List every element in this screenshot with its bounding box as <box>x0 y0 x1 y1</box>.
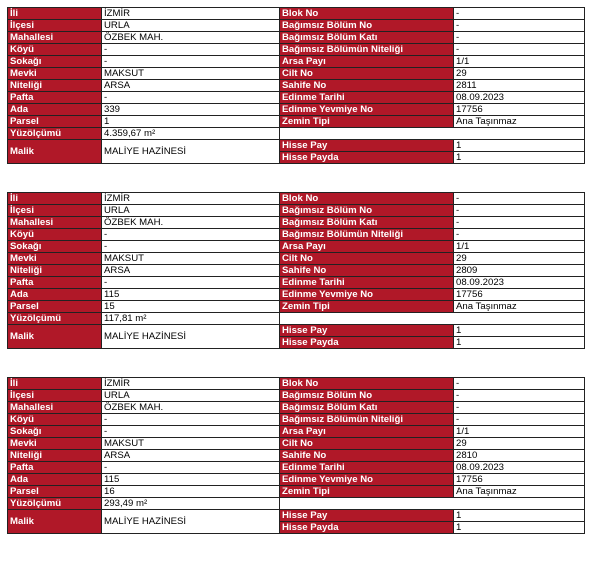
nitelik-value: ARSA <box>102 450 280 462</box>
zemin-label: Zemin Tipi <box>280 116 454 128</box>
hisse-pay-value: 1 <box>454 510 585 522</box>
sokak-label: Sokağı <box>8 426 102 438</box>
yuzolcum-value: 117,81 m² <box>102 313 280 325</box>
koy-value: - <box>102 414 280 426</box>
record-row <box>8 462 585 474</box>
arsa_payi-value: 1/1 <box>454 241 585 253</box>
zemin-label: Zemin Tipi <box>280 301 454 313</box>
bb_no-value: - <box>454 390 585 402</box>
mahalle-label: Mahallesi <box>8 32 102 44</box>
sahife-value: 2811 <box>454 80 585 92</box>
record-row <box>8 205 585 217</box>
ilce-label: İlçesi <box>8 205 102 217</box>
record-row <box>8 402 585 414</box>
record-row <box>8 414 585 426</box>
koy-label: Köyü <box>8 414 102 426</box>
ada-value: 115 <box>102 289 280 301</box>
bb_no-value: - <box>454 205 585 217</box>
record-row <box>8 68 585 80</box>
record-row <box>8 378 585 390</box>
mahalle-value: ÖZBEK MAH. <box>102 217 280 229</box>
arsa_payi-label: Arsa Payı <box>280 241 454 253</box>
cilt-value: 29 <box>454 68 585 80</box>
cilt-value: 29 <box>454 438 585 450</box>
hisse-pay-value: 1 <box>454 325 585 337</box>
blok-value: - <box>454 193 585 205</box>
parsel-value: 1 <box>102 116 280 128</box>
record-row <box>8 301 585 313</box>
record-row <box>8 426 585 438</box>
ada-value: 339 <box>102 104 280 116</box>
hisse-pay-label: Hisse Pay <box>280 325 454 337</box>
empty-cell <box>280 313 585 325</box>
record-row <box>8 253 585 265</box>
koy-value: - <box>102 229 280 241</box>
arsa_payi-label: Arsa Payı <box>280 426 454 438</box>
blok-value: - <box>454 378 585 390</box>
yevmiye-label: Edinme Yevmiye No <box>280 289 454 301</box>
bb_kat-value: - <box>454 402 585 414</box>
sahife-label: Sahife No <box>280 80 454 92</box>
koy-label: Köyü <box>8 229 102 241</box>
pafta-label: Pafta <box>8 92 102 104</box>
yevmiye-value: 17756 <box>454 104 585 116</box>
nitelik-label: Niteliği <box>8 265 102 277</box>
cilt-value: 29 <box>454 253 585 265</box>
sahife-label: Sahife No <box>280 450 454 462</box>
mevki-label: Mevki <box>8 438 102 450</box>
record-row <box>8 265 585 277</box>
ada-label: Ada <box>8 474 102 486</box>
arsa_payi-value: 1/1 <box>454 426 585 438</box>
edinme_tarihi-value: 08.09.2023 <box>454 92 585 104</box>
record-row <box>8 56 585 68</box>
hisse-pay-label: Hisse Pay <box>280 510 454 522</box>
edinme_tarihi-value: 08.09.2023 <box>454 462 585 474</box>
cilt-label: Cilt No <box>280 438 454 450</box>
sokak-value: - <box>102 241 280 253</box>
bb_nitelik-value: - <box>454 44 585 56</box>
edinme_tarihi-label: Edinme Tarihi <box>280 277 454 289</box>
yevmiye-value: 17756 <box>454 289 585 301</box>
record-row <box>8 104 585 116</box>
parsel-label: Parsel <box>8 301 102 313</box>
hisse-pay-label: Hisse Pay <box>280 140 454 152</box>
blok-label: Blok No <box>280 193 454 205</box>
il-value: İZMİR <box>102 378 280 390</box>
parcel-record-table <box>7 7 585 164</box>
yevmiye-value: 17756 <box>454 474 585 486</box>
cilt-label: Cilt No <box>280 68 454 80</box>
il-label: İli <box>8 193 102 205</box>
bb_kat-label: Bağımsız Bölüm Katı <box>280 402 454 414</box>
bb_kat-label: Bağımsız Bölüm Katı <box>280 32 454 44</box>
bb_no-value: - <box>454 20 585 32</box>
malik-label: Malik <box>8 510 102 534</box>
zemin-label: Zemin Tipi <box>280 486 454 498</box>
yevmiye-label: Edinme Yevmiye No <box>280 104 454 116</box>
blok-label: Blok No <box>280 378 454 390</box>
bb_no-label: Bağımsız Bölüm No <box>280 205 454 217</box>
nitelik-label: Niteliği <box>8 80 102 92</box>
pafta-value: - <box>102 277 280 289</box>
ilce-label: İlçesi <box>8 390 102 402</box>
mevki-value: MAKSUT <box>102 438 280 450</box>
bb_kat-value: - <box>454 32 585 44</box>
zemin-value: Ana Taşınmaz <box>454 301 585 313</box>
sahife-value: 2809 <box>454 265 585 277</box>
mahalle-label: Mahallesi <box>8 402 102 414</box>
mevki-label: Mevki <box>8 68 102 80</box>
yuzolcum-label: Yüzölçümü <box>8 128 102 140</box>
hisse-payda-value: 1 <box>454 522 585 534</box>
zemin-value: Ana Taşınmaz <box>454 116 585 128</box>
ada-label: Ada <box>8 289 102 301</box>
koy-value: - <box>102 44 280 56</box>
edinme_tarihi-label: Edinme Tarihi <box>280 92 454 104</box>
sokak-label: Sokağı <box>8 241 102 253</box>
parsel-label: Parsel <box>8 116 102 128</box>
parsel-label: Parsel <box>8 486 102 498</box>
record-row <box>8 193 585 205</box>
record-row <box>8 450 585 462</box>
ada-label: Ada <box>8 104 102 116</box>
sokak-value: - <box>102 56 280 68</box>
record-row <box>8 390 585 402</box>
record-row <box>8 92 585 104</box>
mahalle-value: ÖZBEK MAH. <box>102 32 280 44</box>
bb_nitelik-value: - <box>454 414 585 426</box>
ilce-value: URLA <box>102 390 280 402</box>
yuzolcum-value: 293,49 m² <box>102 498 280 510</box>
bb_nitelik-label: Bağımsız Bölümün Niteliği <box>280 44 454 56</box>
parcel-record-table <box>7 377 585 534</box>
record-row <box>8 229 585 241</box>
nitelik-label: Niteliği <box>8 450 102 462</box>
hisse-pay-value: 1 <box>454 140 585 152</box>
pafta-label: Pafta <box>8 462 102 474</box>
hisse-payda-label: Hisse Payda <box>280 337 454 349</box>
il-label: İli <box>8 8 102 20</box>
sahife-value: 2810 <box>454 450 585 462</box>
record-row <box>8 217 585 229</box>
sokak-value: - <box>102 426 280 438</box>
record-row <box>8 289 585 301</box>
koy-label: Köyü <box>8 44 102 56</box>
record-row <box>8 140 585 152</box>
record-row <box>8 277 585 289</box>
bb_nitelik-label: Bağımsız Bölümün Niteliği <box>280 414 454 426</box>
record-row <box>8 80 585 92</box>
record-row <box>8 325 585 337</box>
edinme_tarihi-value: 08.09.2023 <box>454 277 585 289</box>
il-label: İli <box>8 378 102 390</box>
arsa_payi-value: 1/1 <box>454 56 585 68</box>
pafta-label: Pafta <box>8 277 102 289</box>
nitelik-value: ARSA <box>102 265 280 277</box>
ilce-value: URLA <box>102 20 280 32</box>
record-row <box>8 438 585 450</box>
ada-value: 115 <box>102 474 280 486</box>
malik-label: Malik <box>8 325 102 349</box>
mevki-value: MAKSUT <box>102 68 280 80</box>
malik-value: MALİYE HAZİNESİ <box>102 325 280 349</box>
yuzolcum-label: Yüzölçümü <box>8 498 102 510</box>
mevki-value: MAKSUT <box>102 253 280 265</box>
empty-cell <box>280 128 585 140</box>
edinme_tarihi-label: Edinme Tarihi <box>280 462 454 474</box>
blok-value: - <box>454 8 585 20</box>
record-row <box>8 128 585 140</box>
record-row <box>8 116 585 128</box>
cilt-label: Cilt No <box>280 253 454 265</box>
sokak-label: Sokağı <box>8 56 102 68</box>
record-row <box>8 498 585 510</box>
record-row <box>8 241 585 253</box>
record-row <box>8 474 585 486</box>
pafta-value: - <box>102 462 280 474</box>
malik-label: Malik <box>8 140 102 164</box>
record-row <box>8 20 585 32</box>
yevmiye-label: Edinme Yevmiye No <box>280 474 454 486</box>
record-row <box>8 486 585 498</box>
nitelik-value: ARSA <box>102 80 280 92</box>
yuzolcum-label: Yüzölçümü <box>8 313 102 325</box>
arsa_payi-label: Arsa Payı <box>280 56 454 68</box>
pafta-value: - <box>102 92 280 104</box>
sahife-label: Sahife No <box>280 265 454 277</box>
bb_nitelik-value: - <box>454 229 585 241</box>
empty-cell <box>280 498 585 510</box>
malik-value: MALİYE HAZİNESİ <box>102 510 280 534</box>
mevki-label: Mevki <box>8 253 102 265</box>
ilce-value: URLA <box>102 205 280 217</box>
bb_no-label: Bağımsız Bölüm No <box>280 20 454 32</box>
il-value: İZMİR <box>102 193 280 205</box>
hisse-payda-value: 1 <box>454 337 585 349</box>
mahalle-label: Mahallesi <box>8 217 102 229</box>
hisse-payda-value: 1 <box>454 152 585 164</box>
record-row <box>8 44 585 56</box>
hisse-payda-label: Hisse Payda <box>280 152 454 164</box>
record-row <box>8 510 585 522</box>
hisse-payda-label: Hisse Payda <box>280 522 454 534</box>
parcel-record-table <box>7 192 585 349</box>
zemin-value: Ana Taşınmaz <box>454 486 585 498</box>
blok-label: Blok No <box>280 8 454 20</box>
ilce-label: İlçesi <box>8 20 102 32</box>
parsel-value: 16 <box>102 486 280 498</box>
malik-value: MALİYE HAZİNESİ <box>102 140 280 164</box>
il-value: İZMİR <box>102 8 280 20</box>
yuzolcum-value: 4.359,67 m² <box>102 128 280 140</box>
record-row <box>8 8 585 20</box>
record-row <box>8 313 585 325</box>
bb_kat-value: - <box>454 217 585 229</box>
parsel-value: 15 <box>102 301 280 313</box>
bb_no-label: Bağımsız Bölüm No <box>280 390 454 402</box>
bb_nitelik-label: Bağımsız Bölümün Niteliği <box>280 229 454 241</box>
record-row <box>8 32 585 44</box>
mahalle-value: ÖZBEK MAH. <box>102 402 280 414</box>
bb_kat-label: Bağımsız Bölüm Katı <box>280 217 454 229</box>
